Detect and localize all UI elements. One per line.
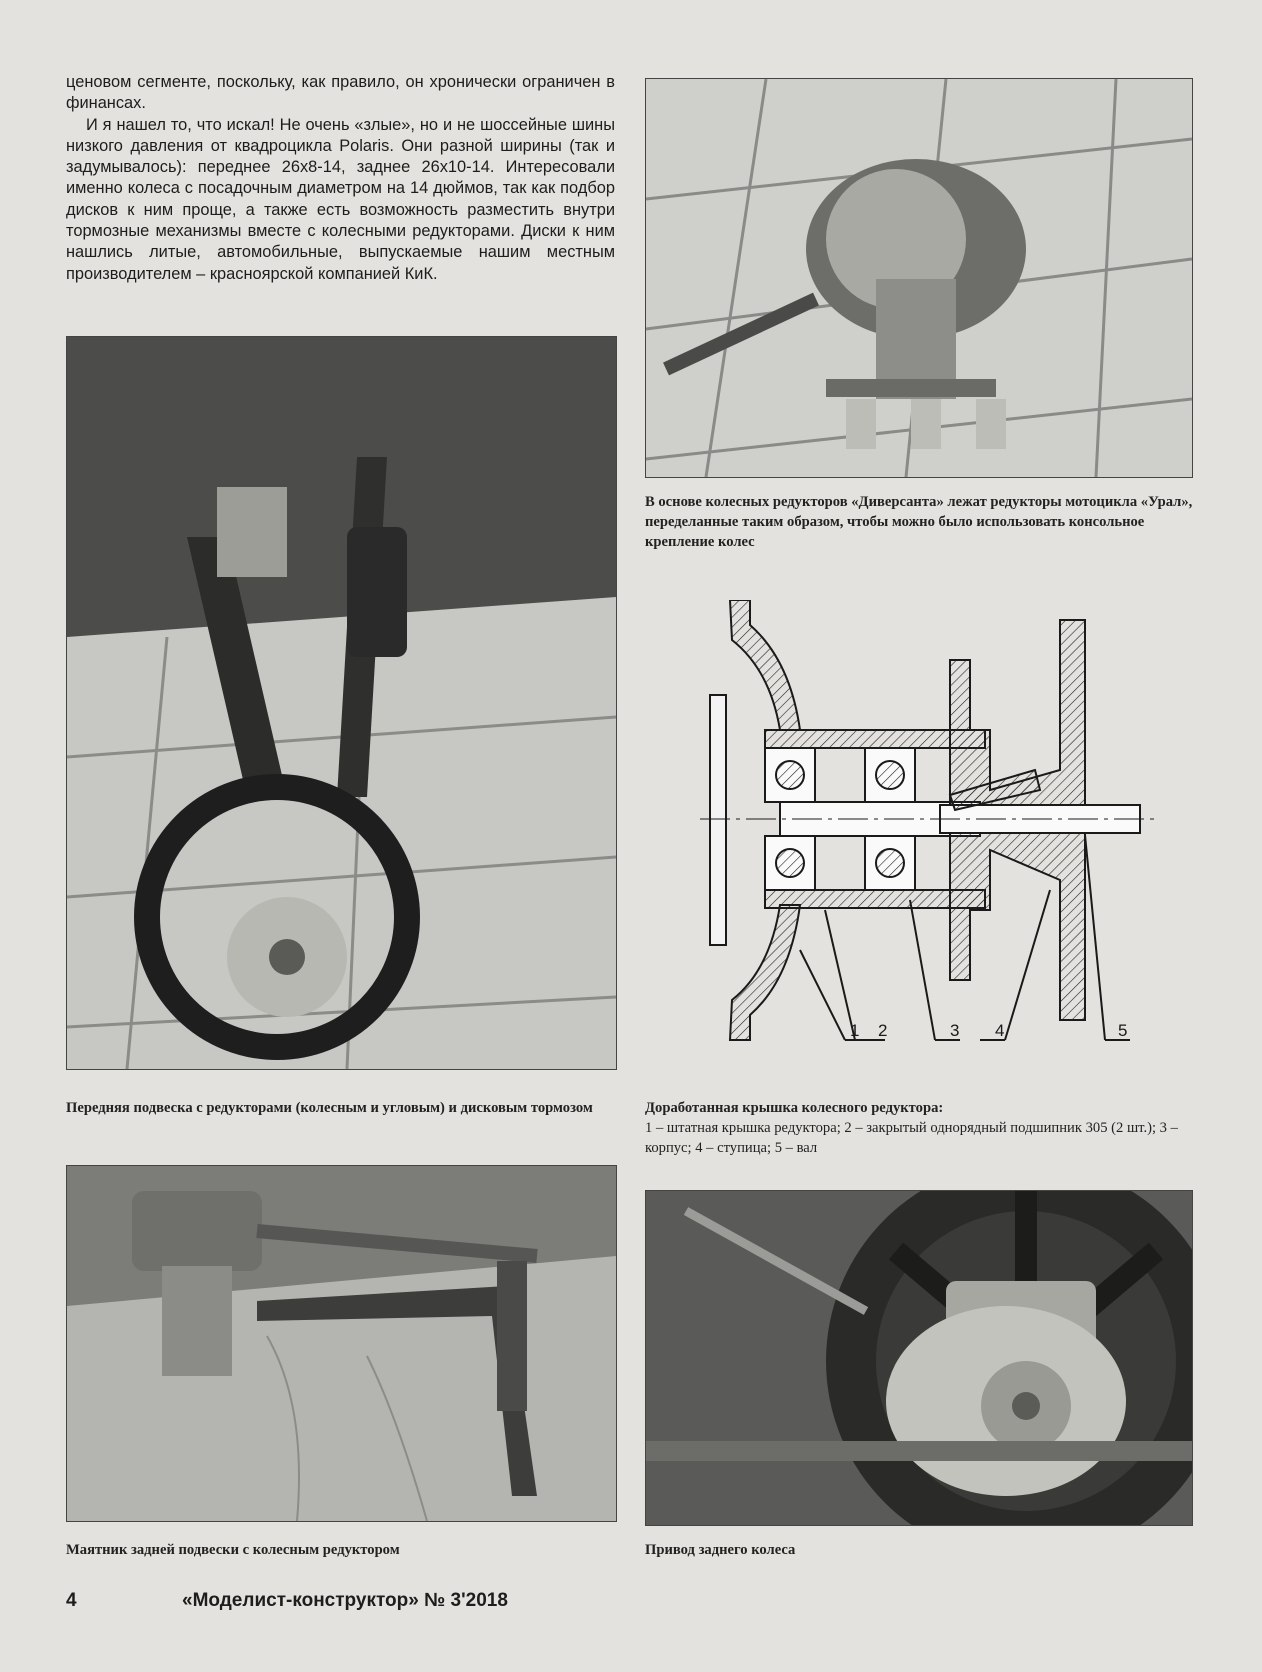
reducer-cover-drawing	[640, 600, 1160, 1080]
callout-3: 3	[950, 1021, 960, 1040]
drawing-caption	[645, 1098, 1193, 1158]
rear-pendulum-photo	[66, 1165, 617, 1522]
callout-2: 2	[878, 1021, 888, 1040]
magazine-title: «Моделист-конструктор» № 3'2018	[182, 1590, 508, 1611]
paragraph-1: ценовом сегменте, поскольку, как правило, он хронически ограничен в финансах.	[66, 73, 615, 113]
page-number: 4	[66, 1590, 77, 1611]
callout-4: 4	[995, 1021, 1005, 1040]
front-suspension-caption: Передняя подвеска с редукторами (колесным и угловым) и дисковым тормозом	[66, 1100, 593, 1116]
callout-1: 1	[850, 1021, 860, 1040]
front-suspension-photo	[66, 336, 617, 1070]
drawing-caption-title: Доработанная крышка колесного редуктора:	[645, 1100, 944, 1116]
rear-drive-photo	[645, 1190, 1193, 1526]
article-text	[66, 72, 615, 285]
rear-pendulum-caption: Маятник задней подвески с колесным редуктором	[66, 1542, 400, 1558]
drawing-caption-legend: 1 – штатная крышка редуктора; 2 – закрытый однорядный подшипник 305 (2 шт.); 3 – корпус; 4 – ступица; 5 – вал	[645, 1120, 1178, 1156]
rear-drive-caption: Привод заднего колеса	[645, 1542, 796, 1558]
reducer-photo-caption: В основе колесных редукторов «Диверсанта» лежат редукторы мотоцикла «Урал», переделанные таким образом, чтобы можно было использовать консольное крепление колес	[645, 494, 1193, 550]
paragraph-2: И я нашел то, что искал! Не очень «злые», но и не шоссейные шины низкого давления от квадроцикла Polaris. Они разной ширины (так и задумывалось): переднее 26x8-14, заднее 26x10-14. Интересовали именно колеса с посадочным диаметром на 14 дюймов, так как подбор дисков к ним проще, а также есть возможность разместить внутри тормозные механизмы вместе с колесными редукторами. Диски к ним нашлись литые, автомобильные, выпускаемые нашим местным производителем – красноярской компанией КиК.	[66, 115, 615, 283]
reducer-photo	[645, 78, 1193, 478]
callout-5: 5	[1118, 1021, 1128, 1040]
